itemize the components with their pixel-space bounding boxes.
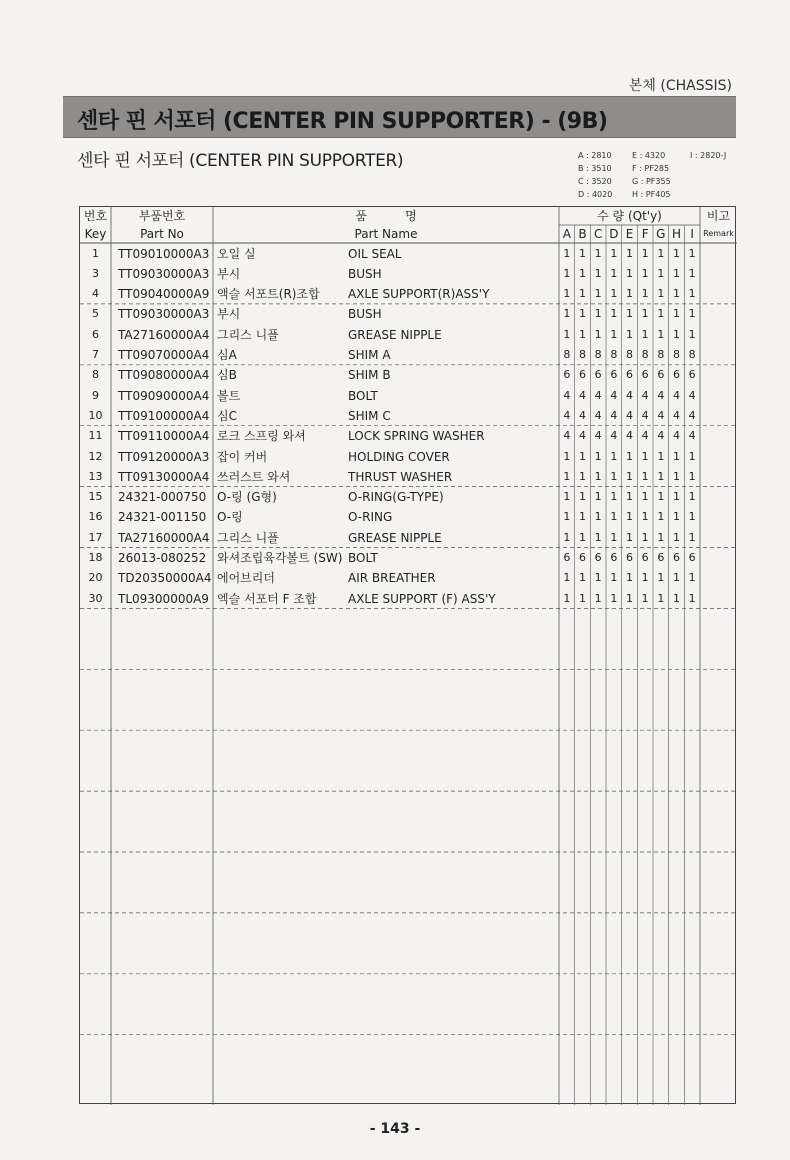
row-name-ko: 에어브리더 [217,571,275,586]
row-qty-b: 1 [578,591,586,605]
row-qty-f: 8 [641,348,649,361]
header-qty-col-a: A [562,227,571,241]
row-name-en: THRUST WASHER [348,469,453,484]
header-qty-col-i: I [690,227,694,241]
row-qty-g: 1 [657,510,665,524]
row-qty-a: 1 [563,266,571,280]
row-qty-f: 1 [641,510,649,524]
row-qty-f: 1 [641,490,649,504]
row-qty-c: 1 [594,327,602,341]
row-qty-h: 1 [672,591,680,605]
row-qty-d: 1 [610,530,618,544]
row-qty-e: 1 [625,469,633,483]
row-qty-d: 4 [610,429,618,443]
row-qty-i: 1 [688,530,696,544]
row-qty-e: 4 [625,429,633,443]
row-qty-f: 4 [641,388,649,402]
row-name-en: AIR BREATHER [348,571,436,586]
row-name-en: LOCK SPRING WASHER [348,429,485,444]
row-qty-d: 6 [610,368,618,382]
header-qty-col-b: B [578,227,587,241]
row-qty-f: 1 [641,246,649,260]
row-key: 1 [92,246,99,260]
row-qty-b: 1 [578,490,586,504]
row-qty-a: 1 [563,571,571,585]
row-qty-g: 4 [657,429,665,443]
row-qty-a: 1 [563,287,571,301]
row-qty-f: 1 [641,571,649,585]
row-qty-h: 4 [672,408,680,422]
header-part-ko: 부품번호 [138,209,186,223]
model-code: D : 4020 [578,190,613,199]
row-qty-c: 8 [594,348,602,361]
row-name-en: BOLT [348,551,378,565]
row-qty-e: 1 [625,327,633,341]
row-qty-d: 1 [610,287,618,301]
row-qty-c: 1 [594,246,602,260]
row-qty-h: 1 [672,449,680,463]
row-qty-i: 1 [688,490,696,504]
row-part-no: TT09110000A4 [118,429,210,444]
row-qty-a: 1 [563,327,571,341]
row-qty-b: 6 [578,368,586,382]
row-qty-h: 1 [672,530,680,544]
row-qty-g: 1 [657,490,665,504]
row-qty-d: 1 [610,266,618,280]
row-key: 18 [88,551,103,564]
row-qty-f: 1 [641,287,649,301]
row-part-no: TT09070000A4 [118,348,210,362]
row-name-en: HOLDING COVER [348,449,450,464]
row-qty-d: 1 [610,246,618,260]
page-number: - 143 - [369,1121,421,1137]
model-legend-column [578,149,638,201]
row-part-no: TT09030000A3 [118,266,210,281]
row-part-no: TT09130000A4 [118,469,210,484]
row-qty-c: 1 [594,591,602,605]
row-qty-e: 6 [625,368,633,382]
row-qty-i: 4 [688,388,696,402]
row-qty-i: 6 [688,551,696,564]
row-name-ko: 볼트 [217,388,241,403]
row-key: 4 [92,287,99,301]
row-qty-c: 4 [594,388,602,402]
header-key-en: Key [84,227,107,241]
row-qty-f: 1 [641,449,649,463]
row-qty-h: 1 [672,571,680,585]
row-qty-h: 8 [672,348,680,361]
row-part-no: TL09300000A9 [118,591,209,606]
row-name-ko: 엑슬 서포터 F 조합 [217,591,317,606]
row-qty-i: 1 [688,327,696,341]
row-name-ko: 오일 실 [217,246,256,261]
row-part-no: 24321-000750 [118,490,207,505]
row-name-en: SHIM A [348,348,391,362]
header-key-ko: 번호 [83,209,108,223]
row-qty-c: 1 [594,571,602,585]
row-qty-a: 8 [563,348,571,361]
row-key: 20 [88,571,103,585]
row-qty-g: 1 [657,591,665,605]
row-part-no: TT09010000A3 [118,246,210,261]
row-qty-e: 1 [625,490,633,504]
row-part-no: TT09030000A3 [118,307,210,322]
row-name-ko: O-링 [217,510,243,525]
row-key: 9 [92,388,99,402]
row-qty-f: 1 [641,469,649,483]
row-qty-c: 1 [594,449,602,463]
row-qty-d: 1 [610,307,618,321]
row-key: 17 [88,530,103,544]
row-qty-i: 1 [688,266,696,280]
row-qty-a: 6 [563,551,571,564]
row-qty-e: 4 [625,388,633,402]
model-code: B : 3510 [578,164,612,173]
row-key: 10 [88,408,103,422]
row-qty-i: 1 [688,307,696,321]
row-qty-i: 1 [688,510,696,524]
row-qty-e: 1 [625,510,633,524]
row-qty-i: 1 [688,571,696,585]
header-qty-col-d: D [609,227,619,241]
row-qty-e: 1 [625,266,633,280]
row-qty-e: 1 [625,591,633,605]
row-qty-a: 1 [563,449,571,463]
row-qty-h: 1 [672,469,680,483]
row-qty-d: 1 [610,449,618,463]
header-remark-ko: 비고 [706,209,731,223]
row-qty-d: 1 [610,591,618,605]
row-part-no: 24321-001150 [118,510,207,525]
row-qty-f: 1 [641,307,649,321]
row-name-ko: 와셔조립육각볼트 (SW) [217,551,343,565]
title-bar [63,96,736,138]
row-key: 8 [92,368,99,382]
row-name-ko: O-링 (G형) [217,490,277,505]
row-qty-a: 1 [563,469,571,483]
model-code: H : PF405 [632,190,671,199]
row-name-en: AXLE SUPPORT (F) ASS'Y [348,591,496,606]
row-qty-a: 4 [563,429,571,443]
row-qty-i: 4 [688,429,696,443]
header-name-ko: 품 명 [355,209,417,223]
row-name-en: GREASE NIPPLE [348,530,442,545]
row-qty-g: 1 [657,530,665,544]
row-qty-d: 4 [610,388,618,402]
row-qty-g: 6 [657,368,665,382]
row-part-no: TT09090000A4 [118,388,210,403]
row-qty-h: 4 [672,388,680,402]
row-qty-b: 4 [578,408,586,422]
row-key: 3 [92,266,99,280]
row-name-en: AXLE SUPPORT(R)ASS'Y [348,287,490,302]
row-qty-d: 8 [610,348,618,361]
row-qty-i: 1 [688,591,696,605]
row-qty-b: 4 [578,388,586,402]
row-qty-b: 1 [578,510,586,524]
row-name-en: O-RING [348,510,393,525]
row-key: 11 [88,429,103,443]
row-qty-a: 1 [563,530,571,544]
row-qty-g: 4 [657,388,665,402]
row-qty-c: 6 [594,551,602,564]
page-subtitle: 센타 핀 서포터 (CENTER PIN SUPPORTER) [77,151,404,171]
row-name-ko: 그리스 니플 [217,327,279,342]
row-qty-i: 1 [688,246,696,260]
row-qty-d: 4 [610,408,618,422]
row-qty-d: 6 [610,551,618,564]
row-name-en: BOLT [348,388,378,403]
row-qty-d: 1 [610,327,618,341]
row-part-no: 26013-080252 [118,551,207,565]
row-name-en: SHIM B [348,368,391,383]
row-key: 7 [92,348,99,361]
header-name-en: Part Name [354,227,418,241]
model-code: E : 4320 [632,151,666,160]
row-qty-h: 1 [672,246,680,260]
row-qty-b: 4 [578,429,586,443]
row-qty-g: 1 [657,469,665,483]
row-qty-a: 4 [563,408,571,422]
row-qty-e: 1 [625,530,633,544]
row-qty-g: 1 [657,287,665,301]
row-key: 16 [88,510,103,524]
row-qty-g: 1 [657,449,665,463]
row-key: 30 [88,591,103,605]
row-name-en: BUSH [348,307,382,322]
row-qty-h: 1 [672,266,680,280]
row-name-ko: 쓰러스트 와셔 [217,469,291,484]
row-qty-e: 1 [625,287,633,301]
row-qty-a: 1 [563,307,571,321]
row-qty-d: 1 [610,571,618,585]
row-name-ko: 로크 스프링 와셔 [217,429,306,444]
row-qty-g: 4 [657,408,665,422]
row-qty-c: 1 [594,287,602,301]
row-qty-h: 1 [672,490,680,504]
header-qty-col-h: H [671,227,681,241]
row-qty-a: 1 [563,246,571,260]
row-qty-g: 1 [657,246,665,260]
row-qty-h: 6 [672,368,680,382]
row-qty-h: 1 [672,307,680,321]
row-qty-c: 1 [594,307,602,321]
row-part-no: TT09080000A4 [118,368,210,383]
row-part-no: TT09120000A3 [118,449,210,464]
row-qty-i: 1 [688,287,696,301]
row-part-no: TD20350000A4 [118,571,212,586]
row-key: 6 [92,327,99,341]
row-qty-i: 6 [688,368,696,382]
row-qty-c: 1 [594,530,602,544]
row-qty-i: 4 [688,408,696,422]
row-name-ko: 심C [217,408,237,423]
row-qty-f: 6 [641,551,649,564]
row-qty-d: 1 [610,510,618,524]
model-legend-column [690,149,750,162]
section-label: 본체 (CHASSIS) [628,78,732,94]
row-qty-b: 1 [578,530,586,544]
row-qty-c: 1 [594,510,602,524]
row-qty-h: 1 [672,510,680,524]
header-qty-col-g: G [656,227,666,241]
row-qty-c: 4 [594,408,602,422]
row-name-en: OIL SEAL [348,246,402,261]
model-code: G : PF355 [632,177,671,186]
row-name-en: GREASE NIPPLE [348,327,442,342]
row-part-no: TA27160000A4 [118,530,210,545]
row-name-ko: 부시 [217,307,241,322]
row-qty-c: 6 [594,368,602,382]
model-legend-column [632,149,692,201]
row-qty-b: 1 [578,449,586,463]
row-name-en: SHIM C [348,408,391,423]
row-name-ko: 액슬 서포트(R)조합 [217,287,320,302]
row-qty-c: 1 [594,266,602,280]
row-qty-d: 1 [610,490,618,504]
row-qty-g: 1 [657,327,665,341]
row-name-ko: 그리스 니플 [217,530,279,545]
row-qty-a: 1 [563,591,571,605]
row-qty-f: 1 [641,530,649,544]
row-key: 5 [92,307,99,321]
row-part-no: TA27160000A4 [118,327,210,342]
row-qty-b: 1 [578,571,586,585]
header-qty: 수 량 (Qt'y) [597,209,662,223]
header-qty-col-c: C [593,227,603,241]
row-qty-a: 4 [563,388,571,402]
row-qty-a: 1 [563,490,571,504]
row-qty-h: 6 [672,551,680,564]
row-qty-e: 1 [625,449,633,463]
model-code: F : PF285 [632,164,670,173]
row-qty-b: 1 [578,307,586,321]
row-name-ko: 심A [217,348,237,362]
row-qty-g: 1 [657,266,665,280]
row-qty-f: 6 [641,368,649,382]
header-remark-en: Remark [703,229,734,238]
model-code: C : 3520 [578,177,612,186]
row-name-en: O-RING(G-TYPE) [348,490,444,505]
row-qty-f: 1 [641,266,649,280]
row-qty-a: 1 [563,510,571,524]
row-key: 12 [88,449,103,463]
row-qty-g: 8 [657,348,665,361]
row-qty-i: 1 [688,449,696,463]
row-qty-f: 4 [641,408,649,422]
header-qty-col-f: F [641,227,649,241]
row-qty-i: 1 [688,469,696,483]
row-qty-a: 6 [563,368,571,382]
row-qty-g: 1 [657,307,665,321]
row-key: 13 [88,469,103,483]
parts-table [79,206,736,1104]
row-qty-g: 1 [657,571,665,585]
row-qty-b: 1 [578,246,586,260]
row-qty-f: 1 [641,591,649,605]
row-key: 15 [88,490,103,504]
row-qty-i: 8 [688,348,696,361]
row-qty-e: 6 [625,551,633,564]
row-qty-d: 1 [610,469,618,483]
row-qty-b: 1 [578,327,586,341]
row-qty-e: 1 [625,246,633,260]
header-qty-col-e: E [625,227,634,241]
row-qty-e: 8 [625,348,633,361]
row-part-no: TT09040000A9 [118,287,210,302]
row-name-ko: 심B [217,368,237,383]
row-qty-b: 1 [578,266,586,280]
row-qty-f: 4 [641,429,649,443]
row-qty-e: 1 [625,571,633,585]
row-qty-c: 1 [594,469,602,483]
row-qty-b: 6 [578,551,586,564]
row-name-ko: 잡이 커버 [217,449,268,464]
model-code: A : 2810 [578,151,612,160]
page-title: 센타 핀 서포터 (CENTER PIN SUPPORTER) - (9B) [77,109,608,134]
row-qty-b: 1 [578,287,586,301]
model-code: I : 2820-J [690,151,727,160]
row-qty-e: 4 [625,408,633,422]
row-part-no: TT09100000A4 [118,408,210,423]
row-qty-h: 4 [672,429,680,443]
row-qty-h: 1 [672,287,680,301]
row-qty-f: 1 [641,327,649,341]
row-qty-e: 1 [625,307,633,321]
row-qty-c: 1 [594,490,602,504]
row-qty-b: 1 [578,469,586,483]
row-qty-c: 4 [594,429,602,443]
row-name-en: BUSH [348,266,382,281]
row-qty-h: 1 [672,327,680,341]
header-part-en: Part No [140,227,184,241]
row-qty-b: 8 [578,348,586,361]
row-qty-g: 6 [657,551,665,564]
row-name-ko: 부시 [217,266,241,281]
